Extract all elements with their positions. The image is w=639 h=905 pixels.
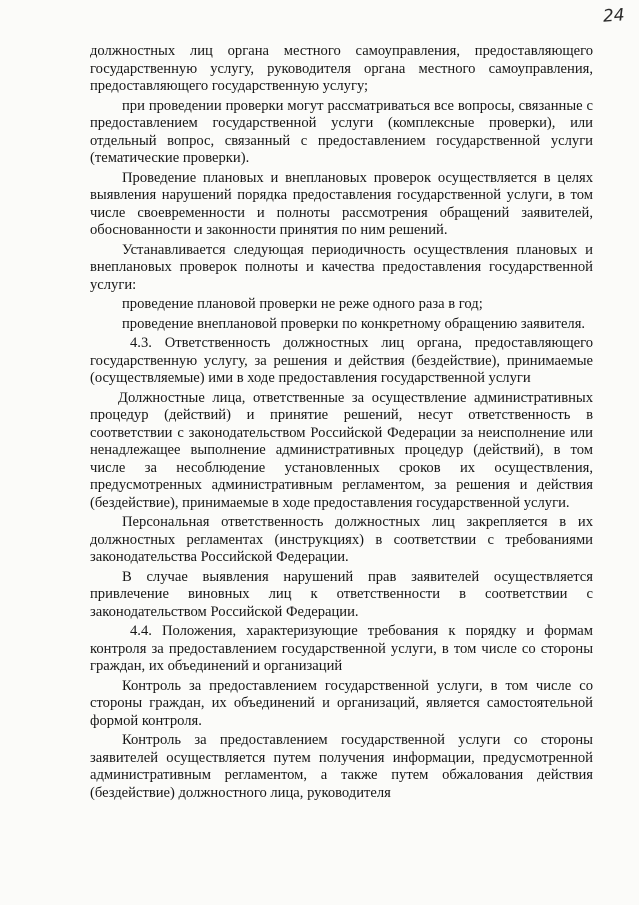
paragraph: должностных лиц органа местного самоуправления, предоставляющего государственную услугу, руководителя органа местного самоуправления, предоставляющего государственную услугу; (90, 43, 593, 94)
paragraph: Персональная ответственность должностных лиц закрепляется в их должностных регламентах (инструкциях) в соответствии с требованиями законодательства Российской Федерации. (90, 514, 593, 565)
page-number: 24 (602, 5, 626, 27)
paragraph: при проведении проверки могут рассматриваться все вопросы, связанные с предоставлением государственной услуги (комплексные проверки), или отдельный вопрос, связанный с предоставлением государственной услуги (тематические проверки). (90, 97, 593, 166)
paragraph: Устанавливается следующая периодичность осуществления плановых и внеплановых проверок полноты и качества предоставления государственной услуги: (90, 241, 593, 293)
document-body (90, 43, 593, 804)
paragraph: Проведение плановых и внеплановых проверок осуществляется в целях выявления нарушений порядка предоставления государственной услуги, в том числе своевременности и полноты рассмотрения обращений заявителей, обоснованности и законности принятия по ним решений. (90, 169, 593, 238)
paragraph: проведение внеплановой проверки по конкретному обращению заявителя. (122, 315, 586, 332)
paragraph: В случае выявления нарушений прав заявителей осуществляется привлечение виновных лиц к ответственности в соответствии с законодательством Российской Федерации. (90, 568, 593, 620)
section-heading: 4.3. Ответственность должностных лиц органа, предоставляющего государственную услугу, за решения и действия (бездействие), принимаемые (осуществляемые) ими в ходе предоставления государственной услуги (90, 335, 593, 386)
paragraph: Должностные лица, ответственные за осуществление административных процедур (действий) и принятие решений, несут ответственность в соответствии с законодательством Российской Федерации за неисполнение или ненадлежащее выполнение административных процедур (действий), в том числе за несоблюдение установленных сроков их осуществления, предусмотренных административным регламентом, за решения и действия (бездействие), принимаемые в ходе предоставления государственной услуги. (90, 389, 593, 511)
paragraph: Контроль за предоставлением государственной услуги со стороны заявителей осуществляется путем получения информации, предусмотренной административным регламентом, а также путем обжалования действия (бездействие) должностного лица, руководителя (90, 732, 593, 801)
paragraph: проведение плановой проверки не реже одного раза в год; (122, 296, 483, 312)
section-heading: 4.4. Положения, характеризующие требования к порядку и формам контроля за предоставлением государственной услуги, в том числе со стороны граждан, их объединений и организаций (90, 623, 593, 674)
paragraph: Контроль за предоставлением государственной услуги, в том числе со стороны граждан, их объединений и организаций, является самостоятельной формой контроля. (90, 677, 593, 729)
